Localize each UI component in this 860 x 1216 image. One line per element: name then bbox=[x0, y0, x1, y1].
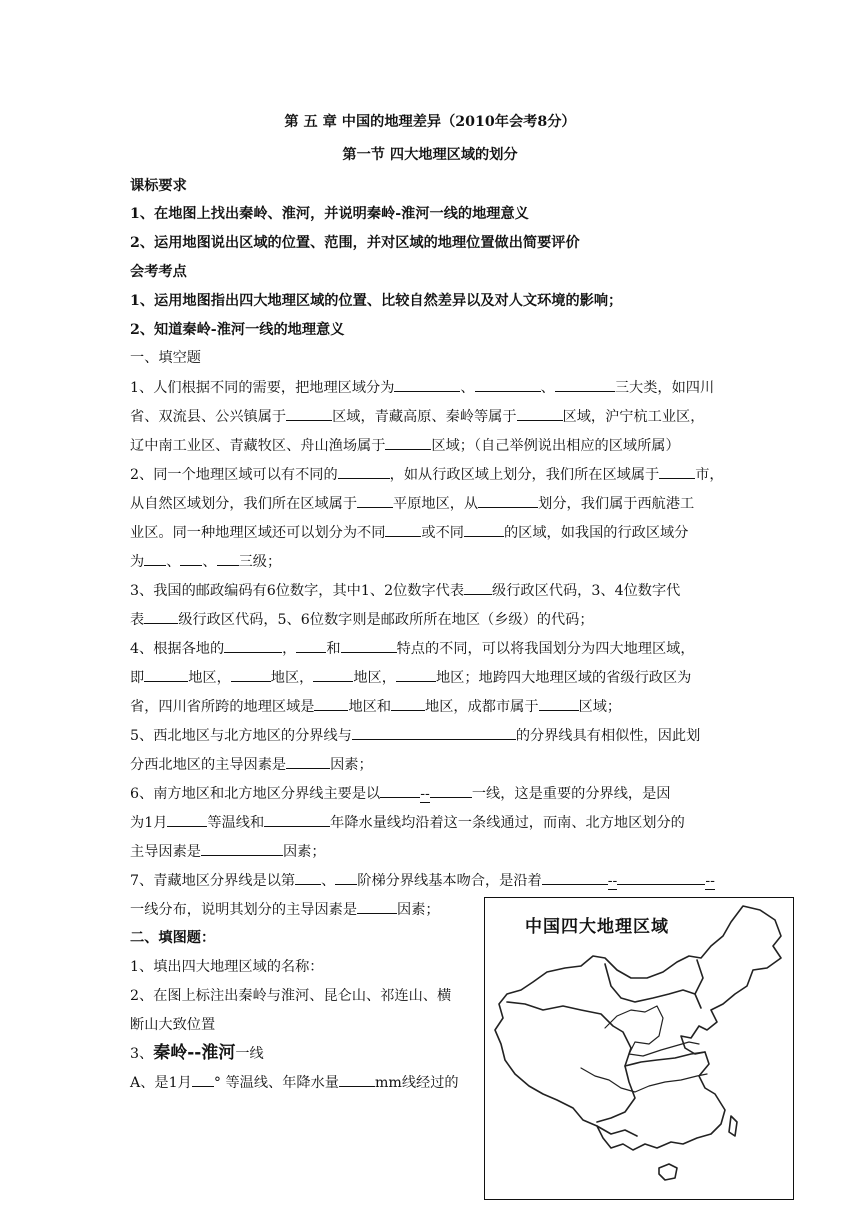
text: 等温线和 bbox=[207, 815, 265, 831]
question-2-line-3 bbox=[130, 522, 688, 543]
text: 省、双流县、公兴镇属于 bbox=[130, 409, 287, 425]
answer-blank[interactable] bbox=[464, 580, 492, 595]
text: 年降水量线均沿着这一条线通过，而南、北方地区划分的 bbox=[330, 815, 685, 831]
text: 三大类，如四川 bbox=[614, 380, 715, 396]
text: 地区， bbox=[188, 670, 231, 686]
answer-blank[interactable] bbox=[542, 870, 608, 885]
answer-blank[interactable] bbox=[475, 377, 541, 392]
text: 7、青藏地区分界线是以第 bbox=[130, 873, 296, 889]
answer-blank[interactable] bbox=[385, 435, 431, 450]
question-3-line-1 bbox=[130, 580, 680, 601]
text: 阶梯分界线基本吻合，是沿着 bbox=[357, 873, 542, 889]
question-4-line-1 bbox=[130, 638, 695, 659]
answer-blank[interactable] bbox=[144, 551, 166, 566]
region-line-southwest bbox=[597, 1126, 637, 1136]
exam-point-2: 2、知道秦岭-淮河一线的地理意义 bbox=[130, 322, 345, 338]
answer-blank[interactable] bbox=[357, 493, 393, 508]
text: 区域； bbox=[578, 699, 622, 715]
text: 分西北地区的主导因素是 bbox=[130, 757, 287, 773]
china-outline-drawing bbox=[485, 898, 792, 1198]
text: 地区；地跨四大地理区域的省级行政区为 bbox=[435, 670, 692, 686]
answer-blank[interactable] bbox=[385, 522, 421, 537]
question-6-line-3 bbox=[130, 841, 326, 862]
answer-blank[interactable] bbox=[352, 725, 516, 740]
question-6-line-2 bbox=[130, 812, 685, 833]
question-2-line-4 bbox=[130, 551, 281, 572]
text: mm线经过的 bbox=[374, 1075, 459, 1091]
answer-blank[interactable] bbox=[286, 406, 332, 421]
standards-item-2: 2、运用地图说出区域的位置、范围，并对区域的地理位置做出简要评价 bbox=[130, 235, 580, 251]
text: 3、我国的邮政编码有6位数字，其中1、2位数字代表 bbox=[130, 583, 465, 599]
china-regions-map bbox=[484, 897, 794, 1200]
fill-blank-heading: 一、填空题 bbox=[130, 350, 201, 366]
text: 为 bbox=[130, 554, 145, 570]
text: 3、 bbox=[130, 1046, 154, 1062]
question-3-line-2 bbox=[130, 609, 594, 630]
answer-blank[interactable] bbox=[396, 667, 436, 682]
map-item-2-line-1: 2、在图上标注出秦岭与淮河、昆仑山、祁连山、横 bbox=[130, 988, 452, 1004]
text: ° 等温线、年降水量 bbox=[213, 1075, 339, 1091]
answer-blank[interactable] bbox=[231, 667, 271, 682]
text: 、 bbox=[540, 380, 555, 396]
standards-item-1: 1、在地图上找出秦岭、淮河，并说明秦岭-淮河一线的地理意义 bbox=[130, 206, 529, 222]
text: A、是1月 bbox=[130, 1075, 192, 1091]
section-title: 第一节 四大地理区域的划分 bbox=[342, 147, 518, 163]
text: 因素； bbox=[282, 844, 326, 860]
text: 1、人们根据不同的需要，把地理区域分为 bbox=[130, 380, 395, 396]
answer-blank[interactable] bbox=[167, 812, 207, 827]
text: 、 bbox=[202, 554, 217, 570]
text: 地区， bbox=[353, 670, 396, 686]
region-line-northwest bbox=[605, 964, 695, 1002]
taiwan-island bbox=[729, 1116, 737, 1136]
qinling-huaihe-line bbox=[625, 1052, 705, 1066]
text: 平原地区，从 bbox=[393, 496, 479, 512]
question-7-line-2 bbox=[130, 899, 440, 920]
standards-heading: 课标要求 bbox=[130, 178, 187, 194]
answer-blank[interactable] bbox=[144, 667, 188, 682]
question-2-line-2 bbox=[130, 493, 694, 514]
answer-blank[interactable] bbox=[555, 377, 615, 392]
text: 、 bbox=[460, 380, 475, 396]
question-1-line-1 bbox=[130, 377, 714, 398]
answer-blank[interactable] bbox=[201, 841, 283, 856]
text: 因素； bbox=[330, 757, 373, 773]
qinling-huaihe-title: 秦岭--淮河 bbox=[153, 1043, 236, 1063]
answer-blank[interactable] bbox=[264, 812, 330, 827]
map-item-2-line-2: 断山大致位置 bbox=[130, 1017, 216, 1033]
text: -- bbox=[420, 786, 430, 802]
text: 区域；（自己举例说出相应的区域所属） bbox=[431, 438, 680, 454]
answer-blank[interactable] bbox=[224, 638, 282, 653]
answer-blank[interactable] bbox=[314, 696, 348, 711]
answer-blank[interactable] bbox=[335, 870, 357, 885]
text: 一线 bbox=[235, 1046, 264, 1062]
text: 特点的不同，可以将我国划分为四大地理区域， bbox=[396, 641, 695, 657]
text: 的区域，如我国的行政区域分 bbox=[503, 525, 689, 541]
chapter-title: 第 五 章 中国的地理差异（2010年会考8分） bbox=[284, 114, 576, 130]
map-item-a bbox=[130, 1072, 459, 1093]
text: 区域，沪宁杭工业区， bbox=[562, 409, 705, 425]
text: 一线分布，说明其划分的主导因素是 bbox=[130, 902, 358, 918]
question-5-line-1 bbox=[130, 725, 700, 746]
text: 一线，这是重要的分界线，是因 bbox=[471, 786, 671, 802]
text: 业区。同一种地理区域还可以划分为不同 bbox=[130, 525, 386, 541]
text: 的分界线具有相似性，因此划 bbox=[515, 728, 701, 744]
answer-blank[interactable] bbox=[313, 667, 353, 682]
answer-blank[interactable] bbox=[341, 638, 397, 653]
text: 级行政区代码，3、4位数字代 bbox=[492, 583, 681, 599]
answer-blank[interactable] bbox=[617, 870, 705, 885]
text: 或不同 bbox=[421, 525, 464, 541]
question-1-line-3 bbox=[130, 435, 680, 456]
text: -- bbox=[607, 873, 618, 889]
text: 2、同一个地理区域可以有不同的 bbox=[130, 467, 338, 483]
text: 三级； bbox=[238, 554, 282, 570]
map-item-1: 1、填出四大地理区域的名称： bbox=[130, 959, 324, 975]
text: 主导因素是 bbox=[130, 844, 201, 860]
answer-blank[interactable] bbox=[357, 899, 397, 914]
answer-blank[interactable] bbox=[380, 783, 420, 798]
question-7-line-1 bbox=[130, 870, 715, 891]
text: 为1月 bbox=[130, 815, 168, 831]
answer-blank[interactable] bbox=[338, 464, 390, 479]
text: 5、西北地区与北方地区的分界线与 bbox=[130, 728, 352, 744]
question-4-line-2 bbox=[130, 667, 691, 688]
answer-blank[interactable] bbox=[478, 493, 538, 508]
answer-blank[interactable] bbox=[517, 406, 563, 421]
china-border bbox=[495, 906, 781, 1150]
text: 、 bbox=[321, 873, 336, 889]
question-6-line-1 bbox=[130, 783, 670, 804]
text: ，如从行政区域上划分，我们所在区域属于 bbox=[389, 467, 660, 483]
exam-point-1: 1、运用地图指出四大地理区域的位置、比较自然差异以及对人文环境的影响； bbox=[130, 293, 623, 309]
text: 6、南方地区和北方地区分界线主要是以 bbox=[130, 786, 381, 802]
text: 因素； bbox=[397, 902, 440, 918]
text: 划分，我们属于西航港工 bbox=[538, 496, 695, 512]
answer-blank[interactable] bbox=[295, 870, 321, 885]
hainan-island bbox=[659, 1164, 677, 1180]
answer-blank[interactable] bbox=[192, 1072, 214, 1087]
yangtze-river bbox=[581, 1068, 707, 1092]
text: 市， bbox=[695, 467, 724, 483]
text: 级行政区代码，5、6位数字则是邮政所所在地区（乡级）的代码； bbox=[178, 612, 594, 628]
text: 区域，青藏高原、秦岭等属于 bbox=[332, 409, 517, 425]
exam-points-heading: 会考考点 bbox=[130, 264, 187, 280]
map-item-3 bbox=[130, 1043, 264, 1064]
answer-blank[interactable] bbox=[144, 609, 178, 624]
text: 地区， bbox=[270, 670, 314, 686]
map-title: 中国四大地理区域 bbox=[525, 917, 669, 937]
answer-blank[interactable] bbox=[339, 1072, 375, 1087]
question-5-line-2 bbox=[130, 754, 373, 775]
answer-blank[interactable] bbox=[659, 464, 695, 479]
map-section-heading: 二、填图题： bbox=[130, 930, 216, 946]
answer-blank[interactable] bbox=[286, 754, 330, 769]
question-4-line-3 bbox=[130, 696, 621, 717]
text: 地区，成都市属于 bbox=[425, 699, 539, 715]
answer-blank[interactable] bbox=[464, 522, 504, 537]
answer-blank[interactable] bbox=[180, 551, 202, 566]
text: -- bbox=[705, 873, 715, 889]
answer-blank[interactable] bbox=[391, 696, 425, 711]
text: 从自然区域划分，我们所在区域属于 bbox=[130, 496, 358, 512]
text: 和 bbox=[326, 641, 341, 657]
region-line-northeast bbox=[695, 960, 703, 1008]
answer-blank[interactable] bbox=[539, 696, 579, 711]
region-line-qinghai-tibet bbox=[507, 1002, 635, 1122]
answer-blank[interactable] bbox=[296, 638, 326, 653]
text: 地区和 bbox=[348, 699, 392, 715]
text: 表 bbox=[130, 612, 145, 628]
text: 即 bbox=[130, 670, 145, 686]
question-1-line-2 bbox=[130, 406, 704, 427]
answer-blank[interactable] bbox=[394, 377, 460, 392]
question-2-line-1 bbox=[130, 464, 724, 485]
answer-blank[interactable] bbox=[217, 551, 239, 566]
answer-blank[interactable] bbox=[430, 783, 472, 798]
text: ， bbox=[282, 641, 297, 657]
text: 辽中南工业区、青藏牧区、舟山渔场属于 bbox=[130, 438, 386, 454]
text: 省，四川省所跨的地理区域是 bbox=[130, 699, 315, 715]
text: 、 bbox=[166, 554, 181, 570]
text: 4、根据各地的 bbox=[130, 641, 225, 657]
